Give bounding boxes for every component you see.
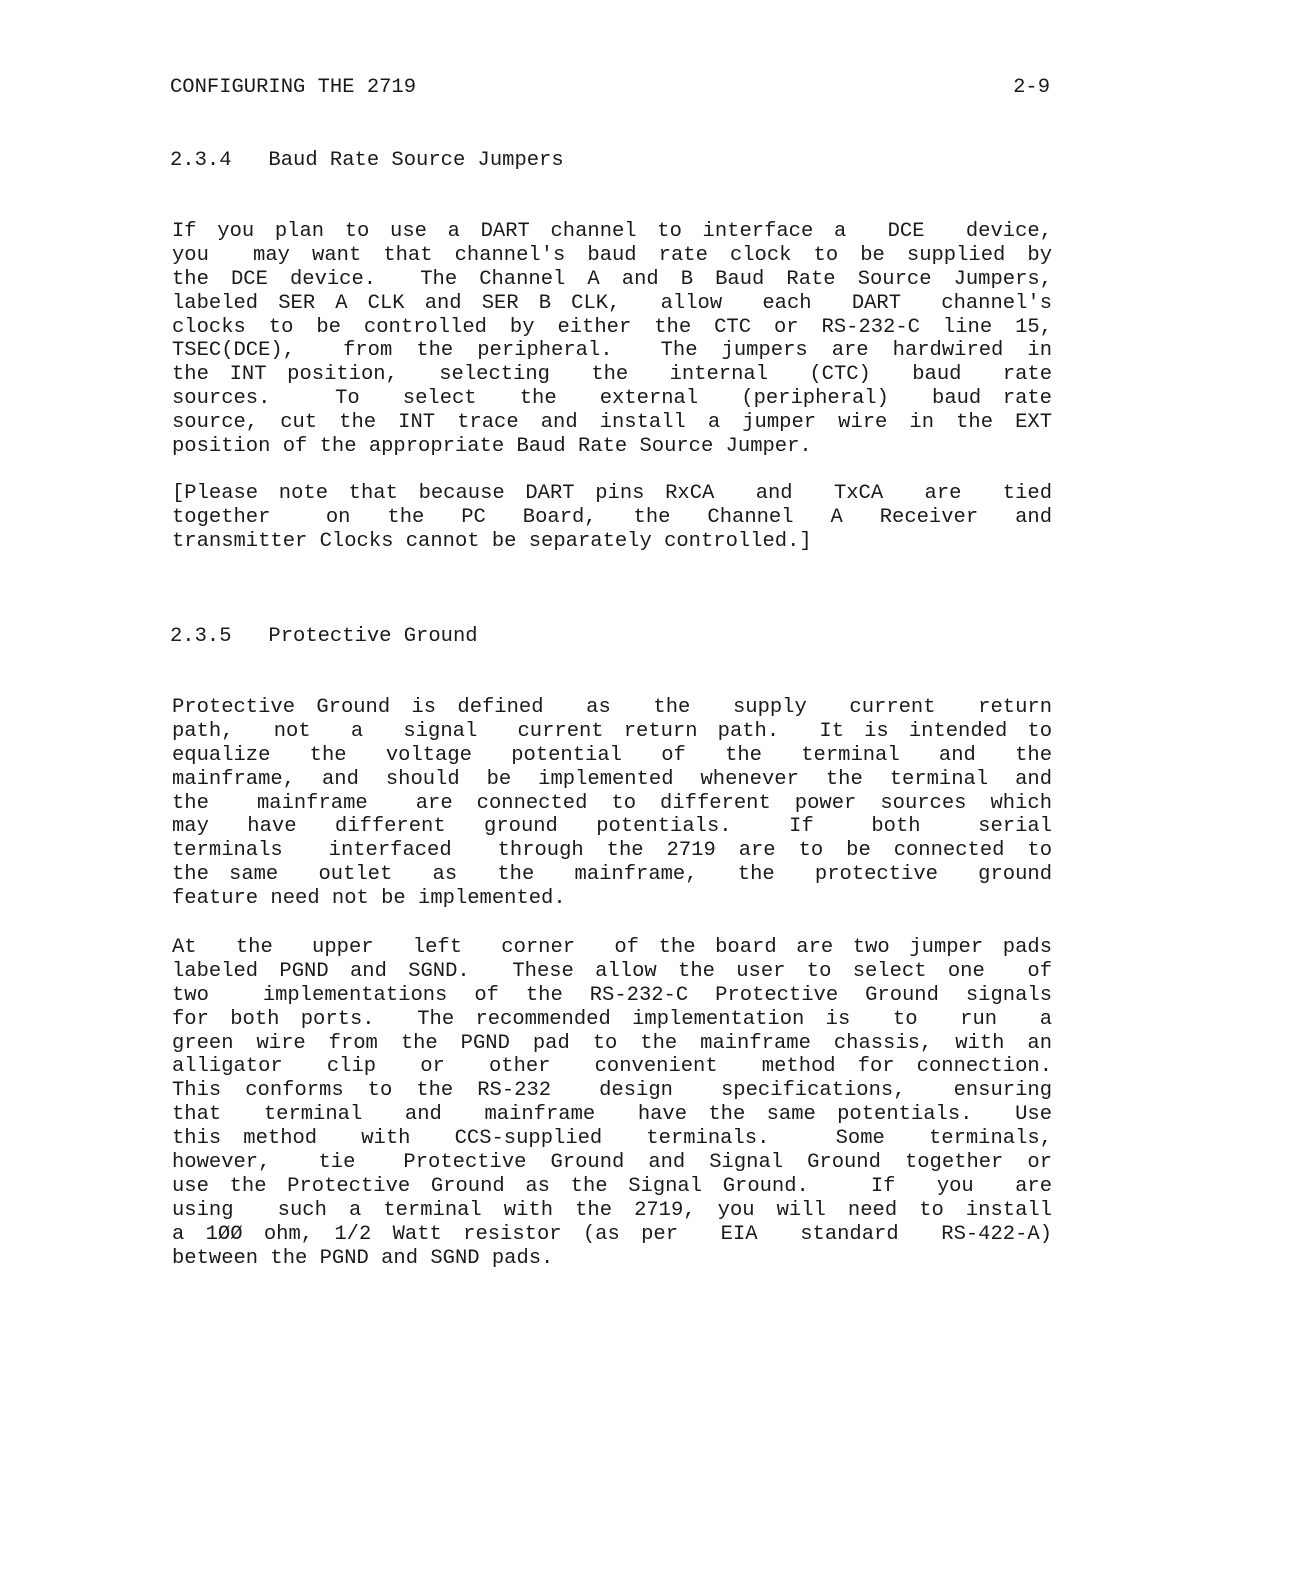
paragraph — [172, 936, 1052, 1270]
text-line: equalize the voltage potential of the terminal and the — [172, 743, 1052, 767]
text-line: may have different ground potentials. If both serial — [172, 815, 1052, 839]
text-line: two implementations of the RS-232-C Protective Ground signals — [172, 983, 1052, 1007]
text-line: TSEC(DCE), from the peripheral. The jumpers are hardwired in — [172, 339, 1052, 363]
text-line: use the Protective Ground as the Signal Ground. If you are — [172, 1174, 1052, 1198]
text-line: Protective Ground is defined as the supply current return — [172, 696, 1052, 719]
text-line: position of the appropriate Baud Rate Source Jumper. — [172, 435, 812, 459]
text-line: This conforms to the RS-232 design specifications, ensuring — [172, 1079, 1052, 1103]
section-heading: 2.3.4 Baud Rate Source Jumpers — [170, 149, 564, 172]
running-header — [170, 74, 1050, 102]
text-line: for both ports. The recommended implementation is to run a — [172, 1007, 1052, 1031]
text-line: together on the PC Board, the Channel A Receiver and — [172, 505, 1052, 529]
section-heading: 2.3.5 Protective Ground — [170, 625, 478, 648]
text-line: labeled PGND and SGND. These allow the user to select one of — [172, 959, 1052, 983]
text-line: the DCE device. The Channel A and B Baud Rate Source Jumpers, — [172, 267, 1052, 291]
text-line: green wire from the PGND pad to the mainframe chassis, with an — [172, 1031, 1052, 1055]
text-line: that terminal and mainframe have the same potentials. Use — [172, 1103, 1052, 1127]
text-line: path, not a signal current return path. It is intended to — [172, 719, 1052, 743]
text-line: between the PGND and SGND pads. — [172, 1246, 554, 1270]
text-line: feature need not be implemented. — [172, 887, 566, 911]
text-line: [Please note that because DART pins RxCA and TxCA are tied — [172, 482, 1052, 505]
text-line: the same outlet as the mainframe, the protective ground — [172, 863, 1052, 887]
paragraph — [172, 482, 1052, 554]
text-line: labeled SER A CLK and SER B CLK, allow each DART channel's — [172, 291, 1052, 315]
text-line: At the upper left corner of the board are two jumper pads — [172, 936, 1052, 959]
paragraph — [172, 220, 1052, 459]
paragraph — [172, 696, 1052, 911]
text-line: the mainframe are connected to different power sources which — [172, 791, 1052, 815]
text-line: terminals interfaced through the 2719 are to be connected to — [172, 839, 1052, 863]
text-line: this method with CCS-supplied terminals. Some terminals, — [172, 1127, 1052, 1151]
text-line: transmitter Clocks cannot be separately controlled.] — [172, 529, 812, 553]
page-number: 2-9 — [1013, 76, 1050, 99]
text-line: source, cut the INT trace and install a jumper wire in the EXT — [172, 411, 1052, 435]
text-line: sources. To select the external (peripheral) baud rate — [172, 387, 1052, 411]
text-line: you may want that channel's baud rate clock to be supplied by — [172, 243, 1052, 267]
text-line: a 1ØØ ohm, 1/2 Watt resistor (as per EIA standard RS-422-A) — [172, 1222, 1052, 1246]
text-line: the INT position, selecting the internal (CTC) baud rate — [172, 363, 1052, 387]
text-line: using such a terminal with the 2719, you will need to install — [172, 1198, 1052, 1222]
text-line: clocks to be controlled by either the CTC or RS-232-C line 15, — [172, 315, 1052, 339]
text-line: mainframe, and should be implemented whenever the terminal and — [172, 767, 1052, 791]
header-title: CONFIGURING THE 2719 — [170, 76, 417, 99]
text-line: If you plan to use a DART channel to interface a DCE device, — [172, 220, 1052, 243]
text-line: alligator clip or other convenient method for connection. — [172, 1055, 1052, 1079]
text-line: however, tie Protective Ground and Signal Ground together or — [172, 1151, 1052, 1175]
